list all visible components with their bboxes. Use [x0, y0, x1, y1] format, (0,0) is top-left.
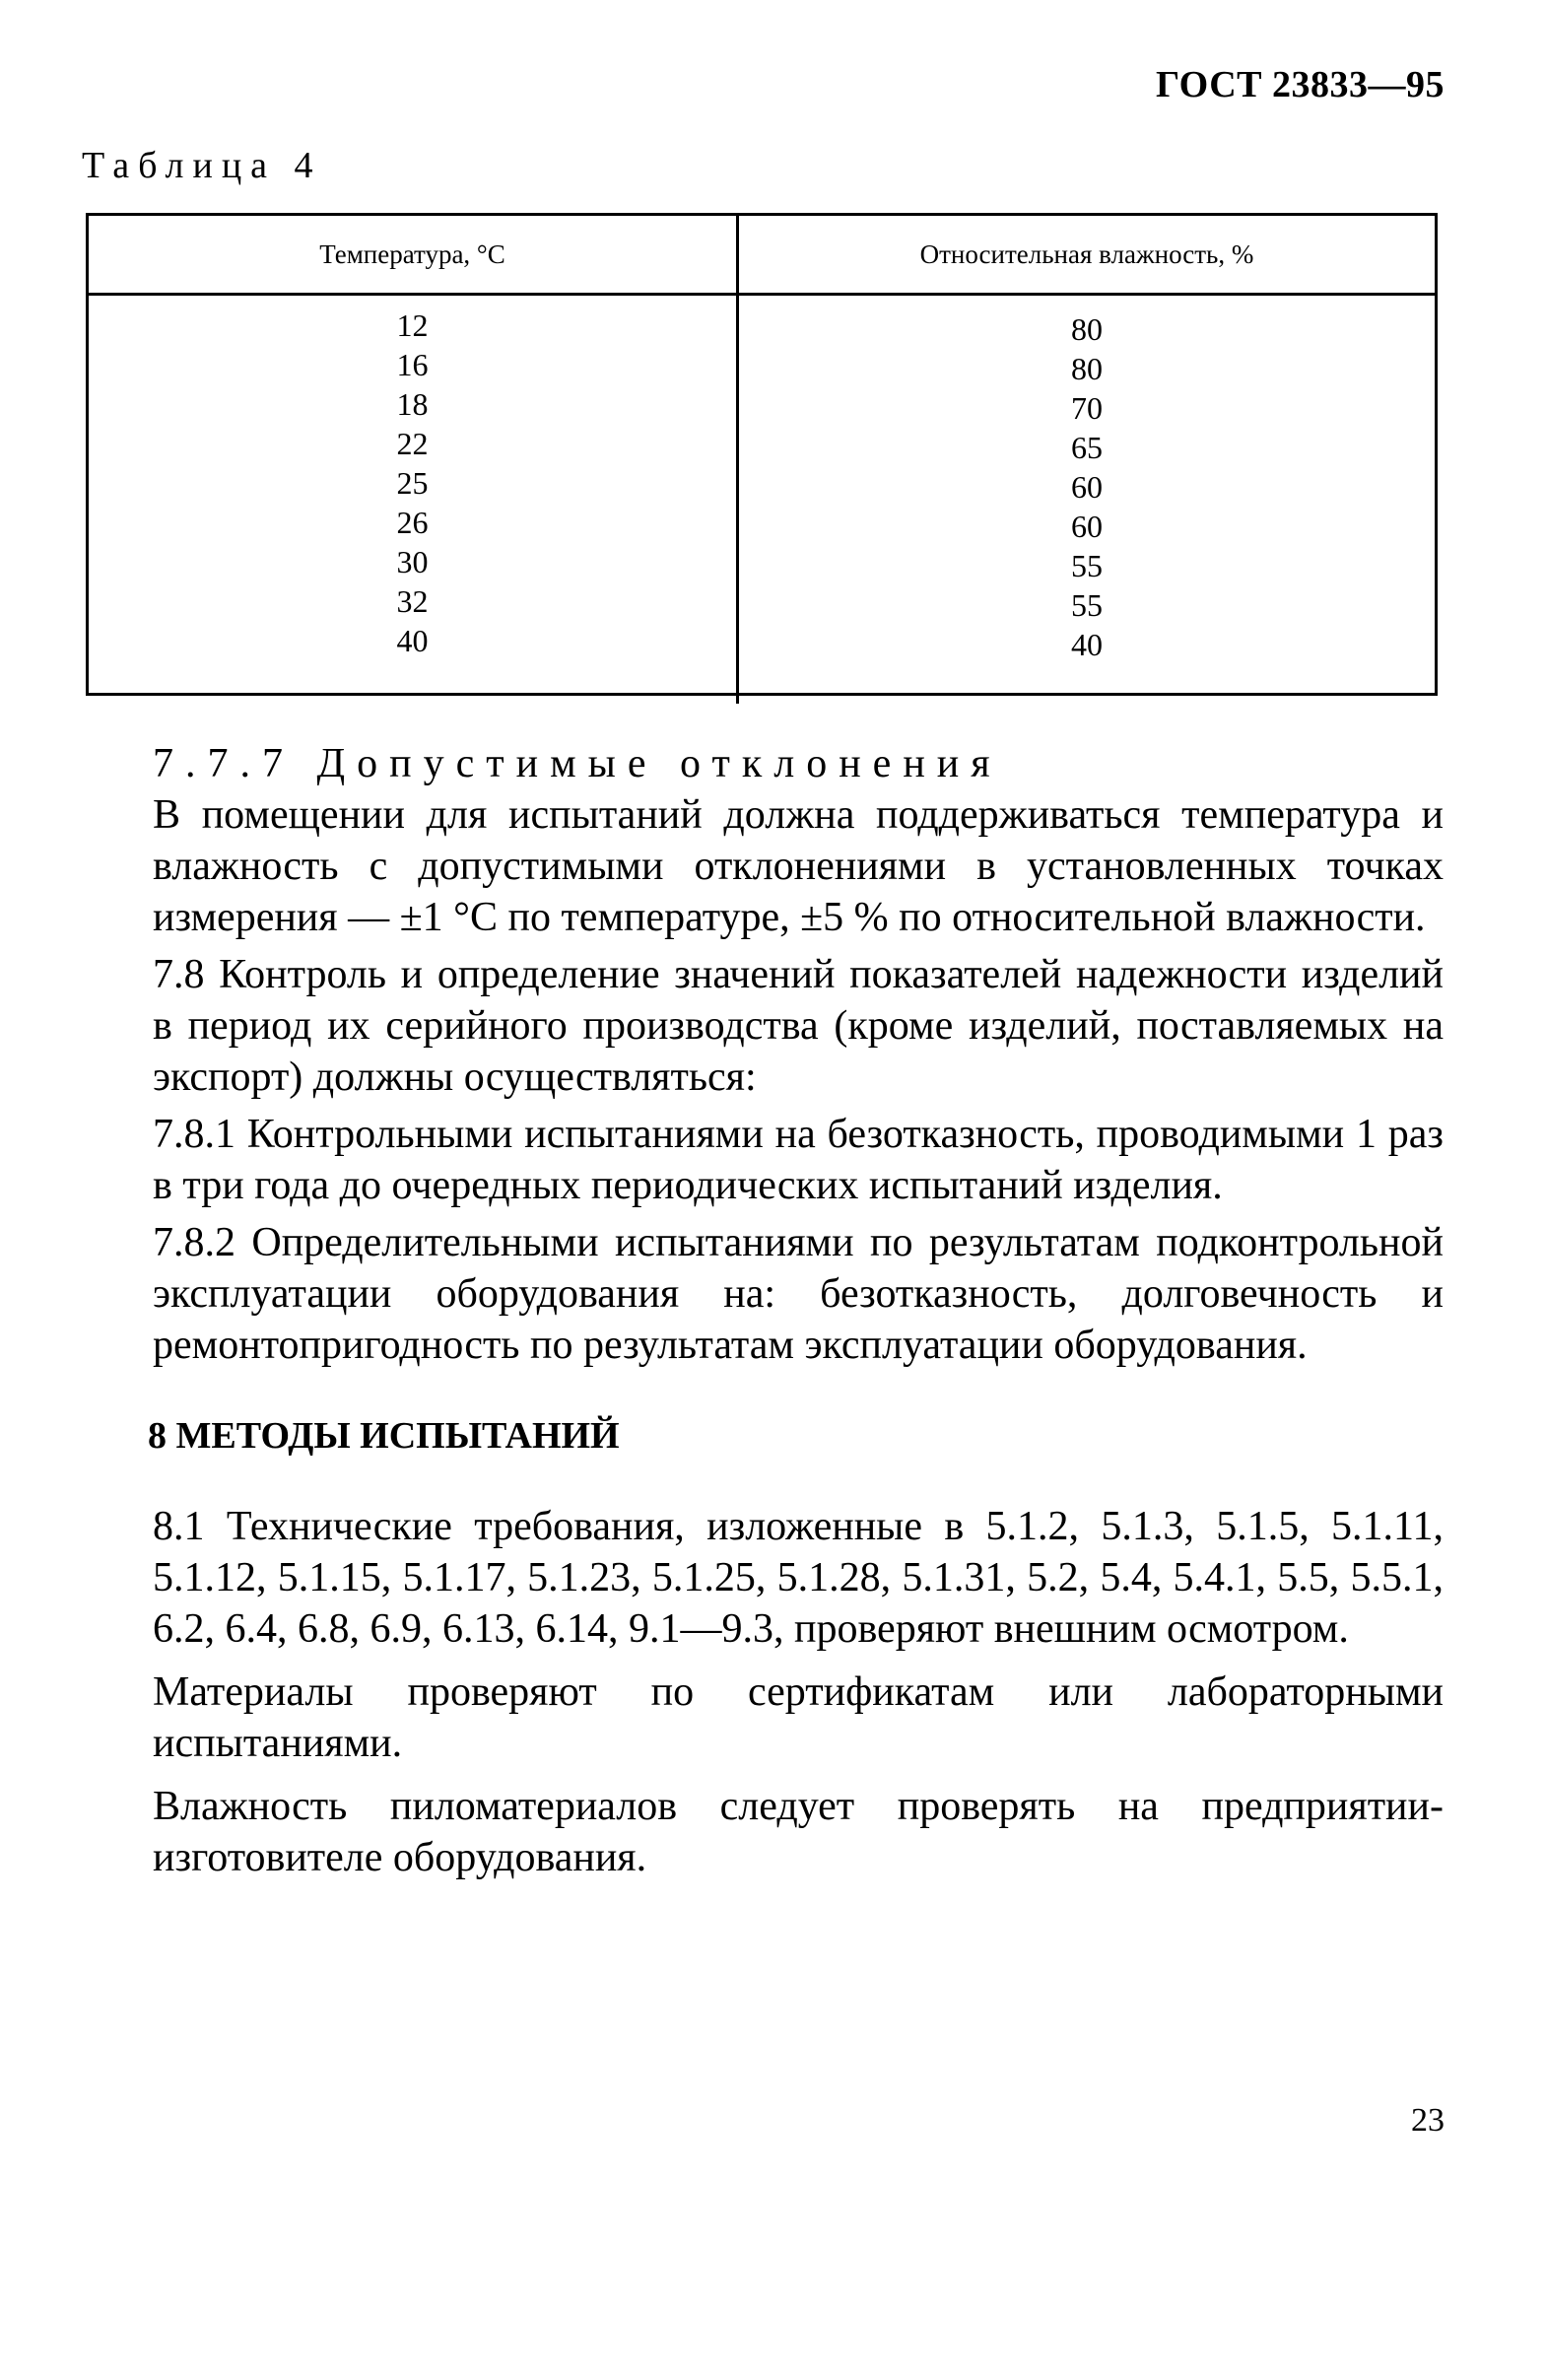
paragraph-lumber: Влажность пиломатериалов следует проверять на предприятии-изготовителе оборудования.	[153, 1784, 1444, 1880]
table-cell: 55	[1071, 587, 1103, 623]
paragraph-materials: Материалы проверяют по сертификатам или лабораторными испытаниями.	[153, 1669, 1444, 1766]
paragraph-7-8: 7.8 Контроль и определение значений показателей надежности изделий в период их серийного производства (кроме изделий, поставляемых на экспорт) должны осуществляться:	[153, 952, 1444, 1100]
table-cell: 40	[396, 623, 429, 658]
table-cell: 80	[1071, 351, 1103, 386]
section-heading-8: 8 МЕТОДЫ ИСПЫТАНИЙ	[148, 1415, 620, 1457]
table-caption: Таблица 4	[82, 145, 322, 186]
data-table	[86, 213, 1438, 696]
page-number: 23	[1411, 2102, 1445, 2139]
paragraph-8-1: 8.1 Технические требования, изложенные в 5.1.2, 5.1.3, 5.1.5, 5.1.11, 5.1.12, 5.1.15, 5.1.17, 5.1.23, 5.1.25, 5.1.28, 5.1.31, 5.2, 5.4, 5.4.1, 5.5, 5.5.1, 6.2, 6.4, 6.8, 6.9, 6.13, 6.14, 9.1—9.3, проверяют внешним осмотром.	[153, 1504, 1444, 1652]
table-cell: 40	[1071, 627, 1103, 662]
table-cell: 55	[1071, 548, 1103, 583]
table-cell: 60	[1071, 469, 1103, 505]
table-cell: 65	[1071, 430, 1103, 465]
temperature-column	[89, 296, 736, 704]
paragraph-7-7-7: В помещении для испытаний должна поддерживаться температура и влажность с допустимыми отклонениями в установленных точках измерения — ±1 °С по температуре, ±5 % по относительной влажности.	[153, 792, 1444, 940]
table-cell: 26	[396, 505, 429, 540]
table-cell: 70	[1071, 390, 1103, 426]
document-body	[148, 738, 1444, 1883]
table-cell: 60	[1071, 509, 1103, 544]
humidity-column	[739, 296, 1435, 664]
table-cell: 25	[396, 465, 429, 501]
table-cell: 80	[1071, 311, 1103, 347]
table-cell: 32	[396, 583, 429, 619]
document-code: ГОСТ 23833—95	[1155, 64, 1445, 105]
column-header-humidity: Относительная влажность, %	[738, 216, 1436, 295]
table-cell: 18	[396, 386, 429, 422]
table-cell: 16	[396, 347, 429, 382]
table-cell: 22	[396, 426, 429, 461]
paragraph-7-8-2: 7.8.2 Определительными испытаниями по результатам подконтрольной эксплуатации оборудования на: безотказность, долговечность и ремонтопригодность по результатам эксплуатации оборудования.	[153, 1220, 1444, 1368]
paragraph-7-8-1: 7.8.1 Контрольными испытаниями на безотказность, проводимыми 1 раз в три года до очередных периодических испытаний изделия.	[153, 1112, 1444, 1208]
table-cell: 12	[396, 307, 429, 343]
section-title-7-7-7: 7.7.7 Допустимые отклонения	[153, 741, 1002, 786]
table-cell: 30	[396, 544, 429, 579]
column-header-temperature: Температура, °С	[89, 216, 738, 295]
